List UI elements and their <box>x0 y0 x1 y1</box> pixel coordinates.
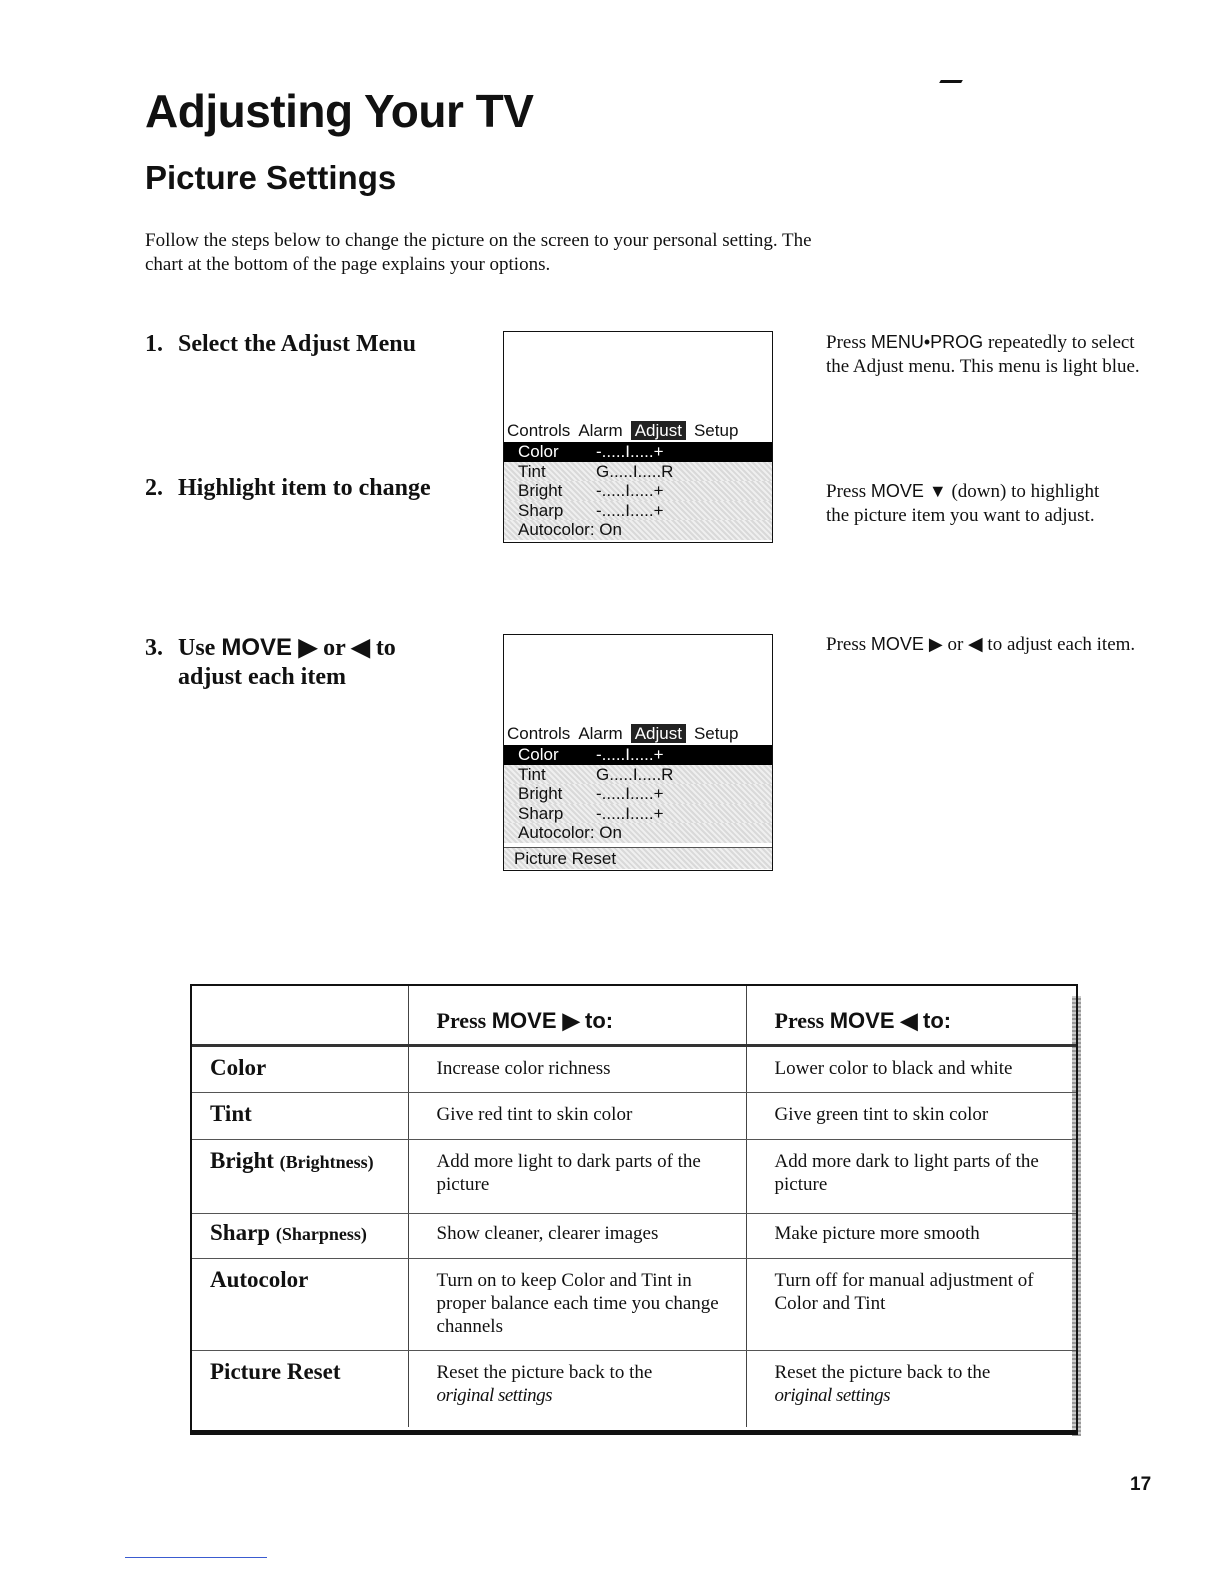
menu-item-label: Autocolor: On <box>518 823 622 842</box>
table-row <box>192 1259 1076 1351</box>
tab-controls[interactable]: Controls <box>507 421 571 440</box>
menu-item-label: Picture Reset <box>514 848 617 868</box>
menu-item-scale: -.....I.....+ <box>596 784 664 803</box>
step-number: 2. <box>145 475 163 501</box>
menu-item-autocolor[interactable] <box>504 520 772 540</box>
cell-move-right: Increase color richness <box>436 1058 611 1079</box>
tv-screen-adjust-menu <box>503 331 773 543</box>
menu-item-sharp[interactable] <box>504 501 772 521</box>
menu-item-scale: G.....I.....R <box>596 764 674 784</box>
menu-item-scale: -.....I.....+ <box>596 442 664 461</box>
cell-move-left-handwritten: original settings <box>774 1385 891 1406</box>
corner-mark <box>939 80 963 83</box>
menu-tab-bar <box>504 420 772 442</box>
header-move-right <box>408 986 746 1046</box>
menu-prog-key: MENU•PROG <box>870 332 984 352</box>
tab-adjust[interactable]: Adjust <box>631 724 686 743</box>
desc-text: Press <box>826 634 867 655</box>
step-number: 1. <box>145 331 163 357</box>
desc-text: (down) to highlight the picture item you want to adjust. <box>826 481 1100 526</box>
move-right-key: MOVE ▶ <box>221 634 318 661</box>
menu-item-scale: G.....I.....R <box>596 461 674 481</box>
menu-item-label: Bright <box>518 784 563 803</box>
cell-move-right: Give red tint to skin color <box>436 1104 633 1125</box>
tab-setup[interactable]: Setup <box>693 724 739 743</box>
cell-move-right: Show cleaner, clearer images <box>436 1223 659 1244</box>
cell-move-left: Make picture more smooth <box>774 1223 980 1244</box>
menu-item-label: Tint <box>518 764 546 784</box>
table-header-empty <box>192 986 408 1046</box>
header-text: Press <box>774 1008 825 1033</box>
menu-item-autocolor[interactable] <box>504 823 772 843</box>
row-name: Autocolor <box>210 1267 309 1292</box>
row-name <box>210 1148 374 1173</box>
cell-move-left: Add more dark to light parts of the picture <box>774 1151 1039 1195</box>
intro-text: Follow the steps below to change the picture on the screen to your personal setting. The chart at the bottom of the page explains your options. <box>145 230 812 275</box>
row-name: Color <box>210 1055 267 1080</box>
row-name: Tint <box>210 1101 252 1126</box>
adjust-menu <box>504 420 772 540</box>
step-1 <box>145 330 416 359</box>
cell-move-left: Turn off for manual adjustment of Color and Tint <box>774 1270 1034 1314</box>
options-table <box>190 984 1078 1435</box>
row-name-paren: (Brightness) <box>279 1152 374 1172</box>
menu-item-bright[interactable] <box>504 784 772 804</box>
table-row <box>192 1351 1076 1427</box>
menu-item-scale: -.....I.....+ <box>596 481 664 500</box>
table-row <box>192 1214 1076 1259</box>
menu-item-label: Bright <box>518 481 563 500</box>
section-title: Picture Settings <box>145 159 397 196</box>
move-right-key: MOVE ▶ <box>491 1008 580 1033</box>
cell-move-right: Turn on to keep Color and Tint in proper balance each time you change channels <box>436 1270 719 1337</box>
header-text: Press <box>436 1008 487 1033</box>
page-number: 17 <box>1130 1474 1152 1495</box>
tv-screen-adjust-menu-full <box>503 634 773 871</box>
row-name-paren: (Sharpness) <box>275 1224 367 1244</box>
menu-item-label: Autocolor: On <box>518 520 622 539</box>
step-number: 3. <box>145 635 163 661</box>
header-text: to: <box>585 1008 614 1033</box>
step-2 <box>145 474 431 503</box>
step-text: Use <box>178 635 216 661</box>
header-move-left <box>746 986 1076 1046</box>
menu-item-picture-reset[interactable] <box>504 847 772 869</box>
cell-move-left: Reset the picture back to the <box>774 1362 991 1383</box>
tab-alarm[interactable]: Alarm <box>578 421 623 440</box>
cell-move-right-handwritten: original settings <box>436 1385 553 1406</box>
desc-text: Press <box>826 332 867 353</box>
step-text: or ◀ to <box>323 635 396 661</box>
menu-item-tint[interactable] <box>504 765 772 785</box>
header-text: to: <box>923 1008 952 1033</box>
step-3-description <box>826 632 1146 657</box>
step-text: Highlight item to change <box>178 475 431 501</box>
table-row <box>192 1093 1076 1140</box>
menu-item-label: Sharp <box>518 803 564 823</box>
row-name: Picture Reset <box>210 1359 341 1384</box>
table-header-row <box>192 986 1076 1046</box>
tab-controls[interactable]: Controls <box>507 724 571 743</box>
step-text: adjust each item <box>178 664 346 690</box>
desc-text: Press <box>826 481 867 502</box>
footer-line <box>125 1557 267 1558</box>
adjust-menu <box>504 723 772 869</box>
step-text: Select the Adjust Menu <box>178 331 416 357</box>
menu-tab-bar <box>504 723 772 745</box>
row-name-text: Bright <box>210 1148 274 1173</box>
page-title: Adjusting Your TV <box>145 85 534 137</box>
menu-item-label: Tint <box>518 461 546 481</box>
menu-item-color[interactable] <box>504 442 772 462</box>
menu-item-label: Color <box>518 745 559 764</box>
row-name-text: Sharp <box>210 1220 271 1245</box>
tab-adjust[interactable]: Adjust <box>631 421 686 440</box>
menu-item-label: Color <box>518 442 559 461</box>
menu-item-label: Sharp <box>518 500 564 520</box>
table-row <box>192 1046 1076 1093</box>
menu-item-scale: -.....I.....+ <box>596 500 664 520</box>
menu-item-tint[interactable] <box>504 462 772 482</box>
desc-text: repeatedly to select the Adjust menu. This menu is light blue. <box>826 332 1140 377</box>
step-3 <box>145 633 465 692</box>
move-down-key: MOVE ▼ <box>870 481 947 501</box>
step-2-description <box>826 479 1126 528</box>
cell-move-left: Lower color to black and white <box>774 1058 1013 1079</box>
cell-move-left: Give green tint to skin color <box>774 1104 989 1125</box>
menu-item-scale: -.....I.....+ <box>596 803 664 823</box>
move-left-key: MOVE ◀ <box>829 1008 918 1033</box>
menu-item-scale: -.....I.....+ <box>596 745 664 764</box>
tab-setup[interactable]: Setup <box>693 421 739 440</box>
cell-move-right: Add more light to dark parts of the picture <box>436 1151 701 1195</box>
tab-alarm[interactable]: Alarm <box>578 724 623 743</box>
menu-item-sharp[interactable] <box>504 804 772 824</box>
menu-item-bright[interactable] <box>504 481 772 501</box>
move-right-key: MOVE ▶ <box>870 634 943 654</box>
row-name <box>210 1220 367 1245</box>
desc-text: or ◀ to adjust each item. <box>947 634 1136 655</box>
table-row <box>192 1140 1076 1214</box>
step-1-description <box>826 330 1146 379</box>
menu-item-color[interactable] <box>504 745 772 765</box>
cell-move-right: Reset the picture back to the <box>436 1362 653 1383</box>
